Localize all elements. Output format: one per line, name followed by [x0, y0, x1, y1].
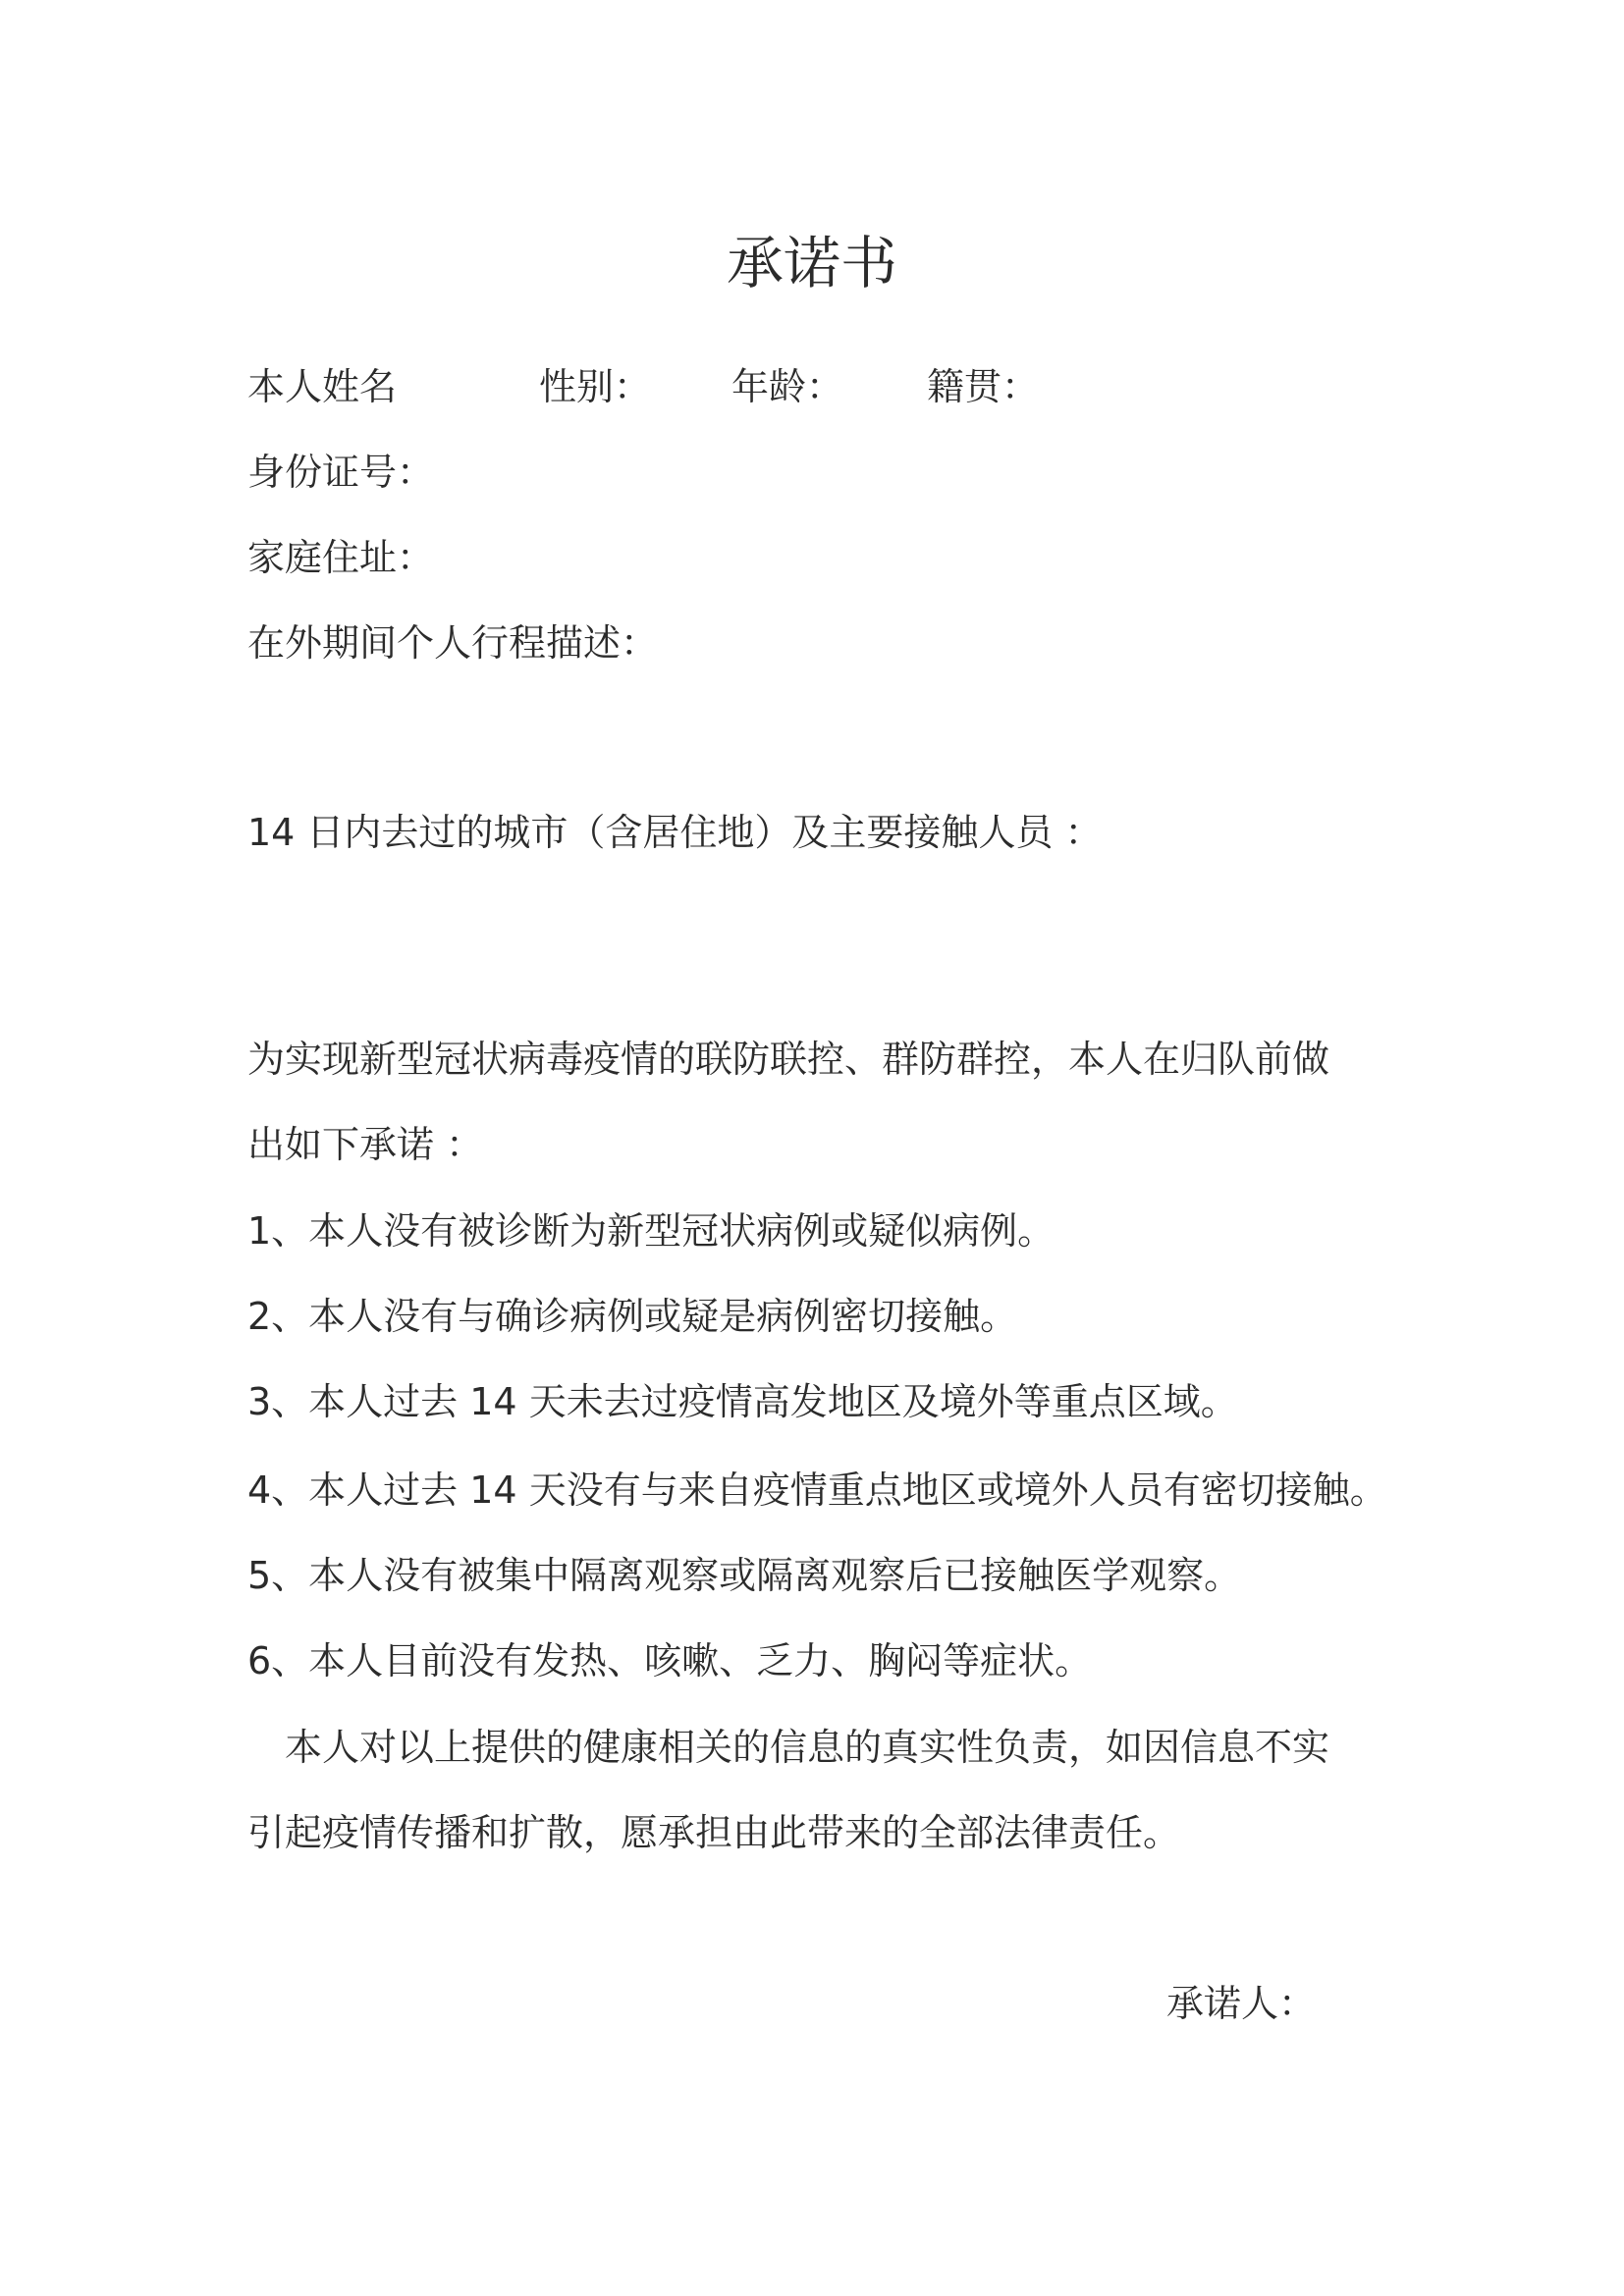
pledge-item: 1、本人没有被诊断为新型冠状病例或疑似病例。 — [247, 1209, 1056, 1253]
pledge-item: 4、本人过去 14 天没有与来自疫情重点地区或境外人员有密切接触。 — [247, 1468, 1387, 1512]
age-label: 年龄： — [731, 365, 844, 408]
name-label: 本人姓名 — [247, 365, 398, 408]
pledge-item: 2、本人没有与确诊病例或疑是病例密切接触。 — [247, 1295, 1018, 1338]
itinerary-label: 在外期间个人行程描述： — [247, 621, 659, 665]
document-title: 承诺书 — [726, 230, 897, 296]
pledge-item: 5、本人没有被集中隔离观察或隔离观察后已接触医学观察。 — [247, 1554, 1242, 1597]
closing-line: 引起疫情传播和扩散，愿承担由此带来的全部法律责任。 — [247, 1811, 1181, 1854]
pledge-item: 3、本人过去 14 天未去过疫情高发地区及境外等重点区域。 — [247, 1380, 1238, 1423]
pledge-item: 6、本人目前没有发热、咳嗽、乏力、胸闷等症状。 — [247, 1639, 1093, 1682]
address-label: 家庭住址： — [247, 536, 435, 579]
native-place-label: 籍贯： — [927, 365, 1040, 408]
id-number-label: 身份证号： — [247, 451, 435, 494]
signer-label: 承诺人： — [1166, 1982, 1317, 2025]
gender-label: 性别： — [539, 365, 652, 408]
intro-line: 为实现新型冠状病毒疫情的联防联控、群防群控，本人在归队前做 — [247, 1038, 1330, 1081]
closing-line: 本人对以上提供的健康相关的信息的真实性负责，如因信息不实 — [247, 1726, 1330, 1769]
intro-line: 出如下承诺 ： — [247, 1123, 484, 1166]
cities-label: 14 日内去过的城市（含居住地）及主要接触人员 ： — [247, 811, 1103, 854]
